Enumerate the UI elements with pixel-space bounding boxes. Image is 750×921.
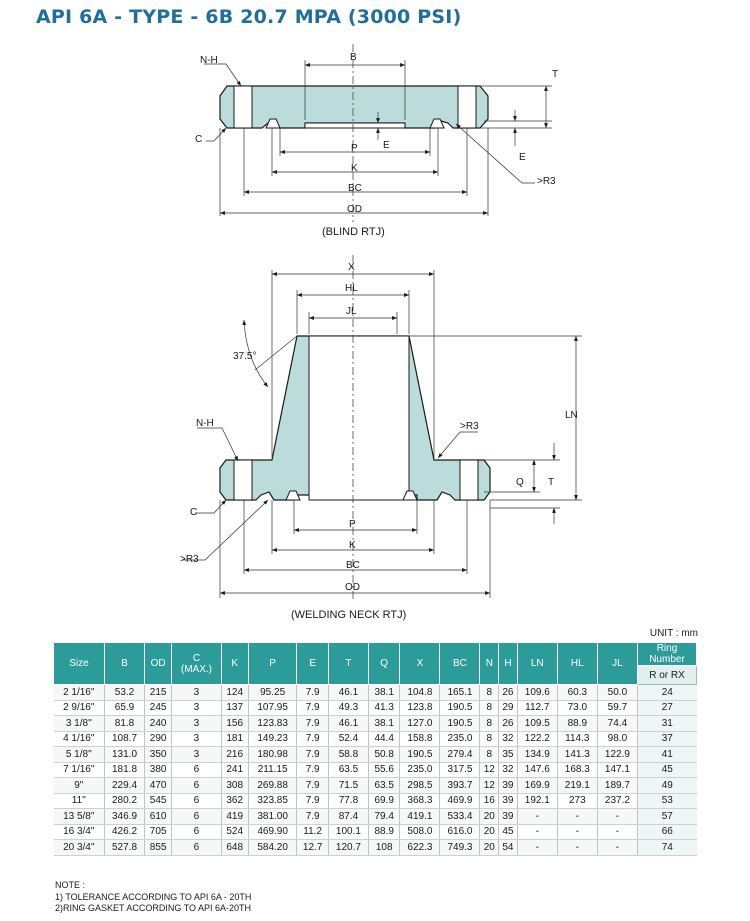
table-cell: 88.9	[368, 824, 399, 840]
col-c-sub: (MAX.)	[180, 663, 212, 675]
table-cell: 749.3	[440, 840, 480, 856]
table-cell: 648	[221, 840, 248, 856]
table-cell: 3	[172, 731, 221, 747]
table-cell: 298.5	[400, 778, 440, 794]
table-cell: 545	[145, 793, 172, 809]
table-cell: 6	[172, 824, 221, 840]
table-cell: 39	[499, 778, 518, 794]
table-cell: 380	[145, 762, 172, 778]
label-wn-p: P	[349, 519, 356, 530]
table-cell: 240	[145, 716, 172, 732]
label-hl: HL	[345, 283, 358, 294]
table-cell: 58.8	[328, 747, 368, 763]
table-cell: 63.5	[328, 762, 368, 778]
table-cell: 122.9	[597, 747, 637, 763]
table-cell: 3	[172, 747, 221, 763]
page-title: API 6A - TYPE - 6B 20.7 MPA (3000 PSI)	[36, 6, 462, 28]
col-t: T	[328, 643, 368, 685]
label-c: C	[195, 134, 203, 145]
table-cell: 616.0	[440, 824, 480, 840]
col-ln: LN	[517, 643, 557, 685]
table-cell: 393.7	[440, 778, 480, 794]
col-ring-sub: R or RX	[638, 666, 697, 685]
label-wn-nh: N-H	[196, 418, 214, 429]
label-x: X	[348, 262, 355, 273]
table-row	[54, 685, 697, 701]
table-cell: 3	[172, 716, 221, 732]
table-cell: 7.9	[297, 685, 328, 701]
table-cell: 73.0	[557, 700, 597, 716]
table-cell: 66	[638, 824, 697, 840]
table-cell: 524	[221, 824, 248, 840]
col-c-label: C	[192, 652, 201, 664]
table-cell: 74	[638, 840, 697, 856]
table-cell: 88.9	[557, 716, 597, 732]
table-cell: 59.7	[597, 700, 637, 716]
col-e: E	[297, 643, 328, 685]
col-n: N	[480, 643, 499, 685]
table-cell: 52.4	[328, 731, 368, 747]
table-cell: 317.5	[440, 762, 480, 778]
table-cell: 235.0	[400, 762, 440, 778]
table-cell: 7.9	[297, 716, 328, 732]
table-cell: 6	[172, 809, 221, 825]
table-cell: 147.1	[597, 762, 637, 778]
table-cell: 38.1	[368, 685, 399, 701]
table-cell: 229.4	[105, 778, 145, 794]
col-size: Size	[54, 643, 105, 685]
table-cell: 180.98	[248, 747, 297, 763]
table-cell: 120.7	[328, 840, 368, 856]
col-ring: Ring Number	[638, 643, 697, 666]
label-e: E	[383, 140, 390, 151]
table-cell: 855	[145, 840, 172, 856]
table-cell: 7 1/16"	[54, 762, 105, 778]
table-cell: 6	[172, 762, 221, 778]
table-cell: 13 5/8"	[54, 809, 105, 825]
table-cell: 44.4	[368, 731, 399, 747]
table-cell: 20 3/4"	[54, 840, 105, 856]
table-cell: 4 1/16"	[54, 731, 105, 747]
table-cell: 147.6	[517, 762, 557, 778]
table-cell: 127.0	[400, 716, 440, 732]
table-cell: 279.4	[440, 747, 480, 763]
table-cell: 12.7	[297, 840, 328, 856]
table-cell: 11"	[54, 793, 105, 809]
table-row	[54, 747, 697, 763]
table-cell: 29	[499, 700, 518, 716]
blind-flange-drawing	[195, 44, 558, 238]
table-cell: 362	[221, 793, 248, 809]
table-cell: 368.3	[400, 793, 440, 809]
table-row	[54, 731, 697, 747]
label-p: P	[351, 143, 358, 154]
unit-label: UNIT : mm	[649, 628, 698, 639]
bolt-hole-right	[458, 86, 476, 128]
label-angle: 37.5°	[233, 351, 257, 362]
table-cell: 71.5	[328, 778, 368, 794]
table-cell: 49	[638, 778, 697, 794]
col-bc: BC	[440, 643, 480, 685]
label-jl: JL	[346, 306, 357, 317]
note-item: 2)RING GASKET ACCORDING TO API 6A-20TH	[55, 903, 252, 913]
label-od: OD	[347, 204, 362, 215]
table-cell: 45	[499, 824, 518, 840]
col-x: X	[400, 643, 440, 685]
table-cell: 45	[638, 762, 697, 778]
table-cell: 124	[221, 685, 248, 701]
table-cell: 7.9	[297, 793, 328, 809]
table-cell: 11.2	[297, 824, 328, 840]
label-wn-r3a: >R3	[460, 421, 479, 432]
table-cell: 2 9/16"	[54, 700, 105, 716]
table-cell: 7.9	[297, 809, 328, 825]
table-cell: 211.15	[248, 762, 297, 778]
table-cell: 32	[499, 731, 518, 747]
table-cell: 8	[480, 716, 499, 732]
weld-neck-flange-drawing	[180, 255, 582, 621]
table-cell: 49.3	[328, 700, 368, 716]
label-wn-bc: BC	[346, 560, 360, 571]
table-cell: -	[597, 809, 637, 825]
table-cell: 7.9	[297, 762, 328, 778]
table-cell: 79.4	[368, 809, 399, 825]
table-cell: 533.4	[440, 809, 480, 825]
table-cell: 308	[221, 778, 248, 794]
table-cell: 273	[557, 793, 597, 809]
table-cell: 26	[499, 716, 518, 732]
table-cell: 419.1	[400, 809, 440, 825]
spec-table	[53, 642, 697, 856]
bolt-hole-left	[234, 86, 252, 128]
table-cell: 77.8	[328, 793, 368, 809]
table-cell: 3	[172, 685, 221, 701]
table-cell: 508.0	[400, 824, 440, 840]
table-cell: 20	[480, 824, 499, 840]
table-cell: 26	[499, 685, 518, 701]
table-row	[54, 793, 697, 809]
table-cell: 7.9	[297, 731, 328, 747]
table-cell: 123.83	[248, 716, 297, 732]
wn-bolt-hole-right	[460, 460, 478, 500]
table-cell: 60.3	[557, 685, 597, 701]
table-cell: 470	[145, 778, 172, 794]
table-cell: 165.1	[440, 685, 480, 701]
table-cell: 137	[221, 700, 248, 716]
table-cell: 346.9	[105, 809, 145, 825]
table-row	[54, 809, 697, 825]
table-cell: 54	[499, 840, 518, 856]
table-cell: 419	[221, 809, 248, 825]
col-p: P	[248, 643, 297, 685]
table-cell: 190.5	[400, 747, 440, 763]
table-cell: 8	[480, 685, 499, 701]
table-cell: 35	[499, 747, 518, 763]
table-cell: 114.3	[557, 731, 597, 747]
table-cell: 39	[499, 809, 518, 825]
table-cell: 7.9	[297, 700, 328, 716]
table-cell: 280.2	[105, 793, 145, 809]
table-cell: 122.2	[517, 731, 557, 747]
table-cell: 131.0	[105, 747, 145, 763]
spec-table-body	[54, 685, 697, 856]
note-item: 1) TOLERANCE ACCORDING TO API 6A - 20TH	[55, 891, 252, 902]
table-cell: 63.5	[368, 778, 399, 794]
table-cell: -	[517, 840, 557, 856]
table-cell: 610	[145, 809, 172, 825]
table-row	[54, 762, 697, 778]
table-cell: -	[557, 809, 597, 825]
table-cell: 37	[638, 731, 697, 747]
table-cell: 98.0	[597, 731, 637, 747]
table-cell: -	[597, 824, 637, 840]
table-cell: -	[517, 824, 557, 840]
table-row	[54, 840, 697, 856]
table-cell: 6	[172, 793, 221, 809]
table-cell: 65.9	[105, 700, 145, 716]
table-cell: 24	[638, 685, 697, 701]
table-cell: 8	[480, 731, 499, 747]
table-cell: 50.8	[368, 747, 399, 763]
table-cell: 169.9	[517, 778, 557, 794]
table-cell: -	[597, 840, 637, 856]
table-cell: 168.3	[557, 762, 597, 778]
table-cell: 46.1	[328, 685, 368, 701]
col-hl: HL	[557, 643, 597, 685]
table-cell: 27	[638, 700, 697, 716]
table-cell: 2 1/16"	[54, 685, 105, 701]
table-row	[54, 824, 697, 840]
table-cell: 426.2	[105, 824, 145, 840]
table-cell: 123.8	[400, 700, 440, 716]
label-wn-t: T	[548, 477, 555, 488]
table-cell: 108	[368, 840, 399, 856]
label-bc: BC	[348, 183, 362, 194]
table-cell: 12	[480, 762, 499, 778]
table-cell: 190.5	[440, 716, 480, 732]
table-cell: 109.5	[517, 716, 557, 732]
table-cell: 7.9	[297, 747, 328, 763]
table-cell: 41	[638, 747, 697, 763]
label-q: Q	[516, 477, 524, 488]
notes	[55, 880, 251, 915]
table-cell: 6	[172, 840, 221, 856]
table-cell: -	[557, 840, 597, 856]
label-wn-c: C	[190, 507, 198, 518]
table-cell: 381.00	[248, 809, 297, 825]
col-c	[172, 643, 221, 685]
table-cell: 219.1	[557, 778, 597, 794]
label-k: K	[351, 163, 358, 174]
col-h: H	[499, 643, 518, 685]
label-e2: E	[519, 152, 526, 163]
caption-welding-neck: (WELDING NECK RTJ)	[291, 609, 407, 621]
table-cell: 3 1/8"	[54, 716, 105, 732]
label-b: B	[350, 52, 357, 63]
table-cell: 216	[221, 747, 248, 763]
table-cell: 469.90	[248, 824, 297, 840]
table-cell: 181.8	[105, 762, 145, 778]
col-b: B	[105, 643, 145, 685]
label-ln: LN	[565, 410, 578, 421]
table-cell: 181	[221, 731, 248, 747]
table-cell: 705	[145, 824, 172, 840]
face-recess	[305, 123, 405, 128]
table-cell: 57	[638, 809, 697, 825]
table-cell: 81.8	[105, 716, 145, 732]
table-cell: 95.25	[248, 685, 297, 701]
table-cell: 8	[480, 747, 499, 763]
table-row	[54, 778, 697, 794]
table-cell: 241	[221, 762, 248, 778]
table-cell: 527.8	[105, 840, 145, 856]
table-cell: 6	[172, 778, 221, 794]
table-cell: 38.1	[368, 716, 399, 732]
table-cell: 134.9	[517, 747, 557, 763]
table-cell: 112.7	[517, 700, 557, 716]
table-cell: 20	[480, 840, 499, 856]
table-cell: 109.6	[517, 685, 557, 701]
wn-bolt-hole-left	[234, 460, 252, 500]
table-cell: -	[557, 824, 597, 840]
table-cell: 469.9	[440, 793, 480, 809]
table-cell: 53.2	[105, 685, 145, 701]
table-cell: 215	[145, 685, 172, 701]
table-cell: 323.85	[248, 793, 297, 809]
table-cell: 46.1	[328, 716, 368, 732]
label-nh: N-H	[200, 55, 218, 66]
table-cell: 20	[480, 809, 499, 825]
table-cell: 41.3	[368, 700, 399, 716]
table-cell: 237.2	[597, 793, 637, 809]
label-t: T	[552, 69, 559, 80]
table-cell: 149.23	[248, 731, 297, 747]
table-cell: 108.7	[105, 731, 145, 747]
col-od: OD	[145, 643, 172, 685]
table-cell: 12	[480, 778, 499, 794]
table-cell: 55.6	[368, 762, 399, 778]
table-cell: -	[517, 809, 557, 825]
table-cell: 189.7	[597, 778, 637, 794]
table-cell: 100.1	[328, 824, 368, 840]
table-cell: 107.95	[248, 700, 297, 716]
table-cell: 87.4	[328, 809, 368, 825]
table-row	[54, 716, 697, 732]
table-cell: 190.5	[440, 700, 480, 716]
table-cell: 158.8	[400, 731, 440, 747]
table-cell: 39	[499, 793, 518, 809]
table-cell: 622.3	[400, 840, 440, 856]
col-k: K	[221, 643, 248, 685]
col-jl: JL	[597, 643, 637, 685]
table-cell: 192.1	[517, 793, 557, 809]
label-wn-od: OD	[345, 582, 360, 593]
table-cell: 245	[145, 700, 172, 716]
col-q: Q	[368, 643, 399, 685]
table-cell: 16 3/4"	[54, 824, 105, 840]
label-wn-k: K	[349, 540, 356, 551]
caption-blind: (BLIND RTJ)	[322, 226, 385, 238]
table-cell: 53	[638, 793, 697, 809]
table-cell: 50.0	[597, 685, 637, 701]
table-cell: 5 1/8"	[54, 747, 105, 763]
table-cell: 69.9	[368, 793, 399, 809]
table-row	[54, 700, 697, 716]
table-cell: 7.9	[297, 778, 328, 794]
notes-heading: NOTE :	[55, 880, 86, 890]
table-cell: 16	[480, 793, 499, 809]
table-cell: 3	[172, 700, 221, 716]
table-cell: 104.8	[400, 685, 440, 701]
table-cell: 141.3	[557, 747, 597, 763]
table-cell: 350	[145, 747, 172, 763]
table-cell: 235.0	[440, 731, 480, 747]
label-r3: >R3	[537, 176, 556, 187]
table-cell: 31	[638, 716, 697, 732]
table-cell: 8	[480, 700, 499, 716]
table-cell: 9"	[54, 778, 105, 794]
label-wn-r3b: >R3	[180, 554, 199, 565]
table-cell: 32	[499, 762, 518, 778]
blind-flange-body	[220, 86, 488, 128]
table-cell: 74.4	[597, 716, 637, 732]
table-cell: 269.88	[248, 778, 297, 794]
table-cell: 584.20	[248, 840, 297, 856]
weld-neck-bore	[309, 336, 409, 500]
table-cell: 156	[221, 716, 248, 732]
table-cell: 290	[145, 731, 172, 747]
